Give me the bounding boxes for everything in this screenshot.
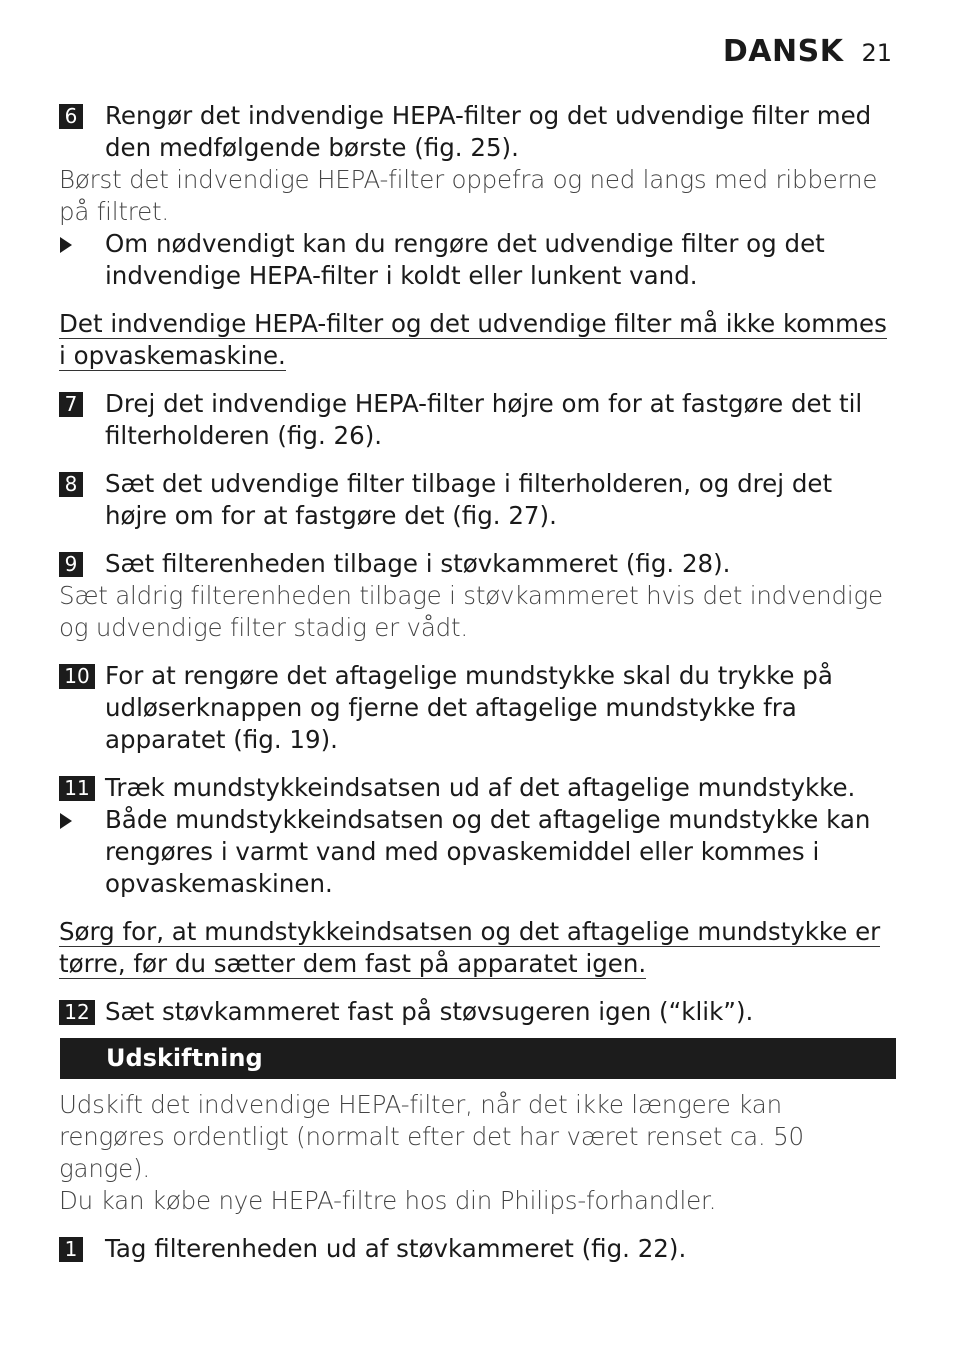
warning-text: Det indvendige HEPA-filter og det udvendige filter må ikke kommes i opvaskemaskine. bbox=[59, 309, 887, 370]
step-text: Sæt det udvendige filter tilbage i filterholderen, og drej det højre om for at fastgøre det (fig. 27). bbox=[105, 469, 833, 530]
step-text: Sæt filterenheden tilbage i støvkammeret (fig. 28). bbox=[105, 549, 731, 578]
step-text: Rengør det indvendige HEPA-filter og det udvendige filter med den medfølgende børste (fig. 25). bbox=[105, 101, 872, 162]
step-text: Tag filterenheden ud af støvkammeret (fig. 22). bbox=[105, 1234, 687, 1263]
step-1 bbox=[59, 1233, 895, 1265]
step-number: 7 bbox=[59, 392, 83, 417]
step-7 bbox=[59, 388, 895, 452]
step-number: 9 bbox=[59, 552, 83, 577]
page-number: 21 bbox=[861, 39, 892, 67]
step-number: 1 bbox=[59, 1237, 83, 1262]
section-heading: Udskiftning bbox=[60, 1038, 896, 1079]
bullet-item bbox=[59, 804, 895, 900]
step-number: 11 bbox=[59, 776, 95, 801]
language-label: DANSK bbox=[722, 34, 844, 69]
step-text: Drej det indvendige HEPA-filter højre om for at fastgøre det til filterholderen (fig. 26). bbox=[105, 389, 863, 450]
step-number: 6 bbox=[59, 104, 83, 129]
step-11 bbox=[59, 772, 895, 804]
step-number: 10 bbox=[59, 664, 95, 689]
step-text: Træk mundstykkeindsatsen ud af det aftagelige mundstykke. bbox=[105, 773, 856, 802]
step-8 bbox=[59, 468, 895, 532]
step-note: Sæt aldrig filterenheden tilbage i støvkammeret hvis det indvendige og udvendige filter stadig er vådt. bbox=[59, 581, 883, 642]
step-6 bbox=[59, 100, 895, 164]
paragraph: Udskift det indvendige HEPA-filter, når det ikke længere kan rengøres ordentligt (normalt efter det har været renset ca. 50 gange). bbox=[59, 1090, 804, 1183]
step-12 bbox=[59, 996, 895, 1028]
bullet-text: Om nødvendigt kan du rengøre det udvendige filter og det indvendige HEPA-filter i koldt eller lunkent vand. bbox=[105, 229, 825, 290]
bullet-text: Både mundstykkeindsatsen og det aftagelige mundstykke kan rengøres i varmt vand med opvaskemiddel eller kommes i opvaskemaskinen. bbox=[105, 805, 871, 898]
triangle-bullet-icon bbox=[60, 237, 72, 253]
step-number: 12 bbox=[59, 1000, 95, 1025]
paragraph: Du kan købe nye HEPA-filtre hos din Philips-forhandler. bbox=[59, 1186, 717, 1215]
step-10 bbox=[59, 660, 895, 756]
step-note: Børst det indvendige HEPA-filter oppefra og ned langs med ribberne på filtret. bbox=[59, 165, 878, 226]
step-text: Sæt støvkammeret fast på støvsugeren igen (“klik”). bbox=[105, 997, 754, 1026]
page-content bbox=[59, 100, 895, 1265]
bullet-item bbox=[59, 228, 895, 292]
warning-text: Sørg for, at mundstykkeindsatsen og det aftagelige mundstykke er tørre, før du sætter dem fast på apparatet igen. bbox=[59, 917, 881, 978]
page-header bbox=[723, 34, 892, 69]
triangle-bullet-icon bbox=[60, 813, 72, 829]
step-text: For at rengøre det aftagelige mundstykke skal du trykke på udløserknappen og fjerne det aftagelige mundstykke fra apparatet (fig. 19). bbox=[105, 661, 833, 754]
step-number: 8 bbox=[59, 472, 83, 497]
step-9 bbox=[59, 548, 895, 580]
